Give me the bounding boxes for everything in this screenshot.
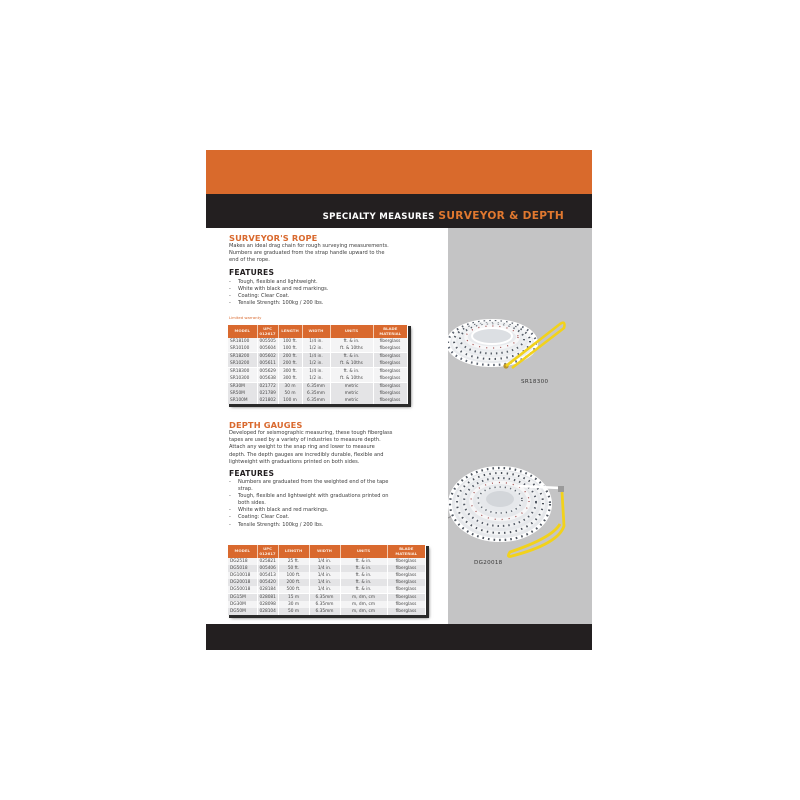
feature-item [229, 279, 434, 286]
table-cell: SR10300 [228, 375, 257, 383]
table-cell: 500 ft. [278, 586, 309, 594]
table-row [228, 338, 407, 345]
table-cell: SR100M [228, 397, 257, 404]
column-header-upc: UPC 012617 [257, 325, 278, 338]
table-header-row [228, 325, 407, 338]
table-cell: DG50M [228, 608, 257, 615]
table-row [228, 601, 425, 608]
table-cell: 005602 [257, 353, 278, 361]
table-cell: 300 ft. [278, 368, 302, 376]
table-cell: fiberglass [387, 586, 425, 594]
table-cell: SR10200 [228, 360, 257, 368]
table-cell: 1/4 in. [302, 353, 330, 361]
page-title [323, 210, 564, 222]
table-cell: 025821 [257, 558, 278, 565]
table-cell: 200 ft. [278, 579, 309, 586]
feature-text: Tough, flexible and lightweight with graduations printed on both sides. [238, 493, 389, 507]
table-cell: m, dm, cm [340, 608, 387, 615]
table-cell: ft. & in. [330, 353, 373, 361]
table-cell: fiberglass [387, 594, 425, 602]
surveyors-rope-heading: SURVEYOR'S ROPE [229, 233, 318, 243]
depth-gauges-features-heading: FEATURES [229, 469, 275, 478]
column-header-width: WIDTH [309, 545, 340, 558]
column-header-units: UNITS [340, 545, 387, 558]
table-row [228, 375, 407, 383]
header-title-band [206, 194, 592, 228]
table-row [228, 383, 407, 391]
table-cell: 028184 [257, 586, 278, 594]
column-header-length: LENGTH [278, 325, 302, 338]
table-row [228, 572, 425, 579]
table-cell: 15 m [278, 594, 309, 602]
table-cell: 1/2 in. [302, 360, 330, 368]
table-row [228, 353, 407, 361]
table-cell: DG15M [228, 594, 257, 602]
table-cell: 005413 [257, 572, 278, 579]
table-cell: 300 ft. [278, 375, 302, 383]
table-cell: fiberglass [373, 383, 407, 391]
bullet-dash: - [229, 521, 231, 528]
description-line: Attach any weight to the snap ring and lower to measure [229, 444, 375, 451]
table-cell: ft. & in. [340, 558, 387, 565]
feature-item [229, 493, 399, 507]
table-row [228, 397, 407, 404]
table-cell: 028098 [257, 601, 278, 608]
table-cell: 30 m [278, 383, 302, 391]
bullet-dash: - [229, 293, 231, 300]
description-line: Numbers are graduated from the strap handle upward to the [229, 250, 385, 257]
table-cell: SR10100 [228, 345, 257, 353]
table-cell: fiberglass [373, 397, 407, 404]
table-row [228, 579, 425, 586]
table-cell: metric [330, 397, 373, 404]
table-cell: 1/4 in. [302, 338, 330, 345]
table-cell: DG20018 [228, 579, 257, 586]
table-cell: ft. & in. [340, 565, 387, 572]
table-cell: fiberglass [373, 338, 407, 345]
surveyors-rope-features-heading: FEATURES [229, 268, 275, 277]
bullet-dash: - [229, 507, 231, 514]
table-cell: fiberglass [373, 375, 407, 383]
surveyors-rope-spec-table [228, 325, 408, 404]
table-cell: fiberglass [387, 601, 425, 608]
table-cell: 005629 [257, 368, 278, 376]
table-cell: 6.35mm [302, 390, 330, 397]
table-cell: ft. & in. [330, 368, 373, 376]
table-row [228, 594, 425, 602]
table-cell: 1/4 in. [309, 565, 340, 572]
table-cell: SR18100 [228, 338, 257, 345]
table-cell: SR50M [228, 390, 257, 397]
feature-text: Coating: Clear Coat. [238, 514, 290, 521]
table-cell: 005638 [257, 375, 278, 383]
table-cell: 100 m [278, 397, 302, 404]
bullet-dash: - [229, 286, 231, 293]
table-cell: 1/4 in. [302, 368, 330, 376]
table-cell: 1/4 in. [309, 572, 340, 579]
table-cell: 6.35mm [309, 608, 340, 615]
column-header-model: MODEL [228, 325, 257, 338]
page-title-product: SURVEYOR & DEPTH [438, 210, 564, 222]
table-cell: 1/2 in. [302, 345, 330, 353]
table-cell: 021789 [257, 390, 278, 397]
table-cell: 005406 [257, 565, 278, 572]
table-cell: 005505 [257, 338, 278, 345]
feature-text: White with black and red markings. [238, 286, 329, 293]
description-line: end of the rope. [229, 257, 270, 264]
table-cell: 6.35mm [309, 601, 340, 608]
header-orange-band [206, 150, 592, 194]
table-row [228, 565, 425, 572]
table-cell: DG2518 [228, 558, 257, 565]
table-cell: m, dm, cm [340, 601, 387, 608]
table-cell: ft. & in. [340, 586, 387, 594]
table-cell: DG10018 [228, 572, 257, 579]
feature-item [229, 514, 399, 521]
table-cell: 25 ft. [278, 558, 309, 565]
table-cell: fiberglass [373, 345, 407, 353]
feature-item [229, 479, 399, 493]
column-header-model: MODEL [228, 545, 257, 558]
table-cell: 50 ft. [278, 565, 309, 572]
table-cell: 1/2 in. [302, 375, 330, 383]
table-cell: metric [330, 390, 373, 397]
table-cell: 100 ft. [278, 338, 302, 345]
table-cell: metric [330, 383, 373, 391]
feature-item [229, 522, 399, 529]
depth-gauge-coil-icon [450, 468, 564, 540]
feature-item [229, 293, 434, 300]
feature-text: Tough, flexible and lightweight. [238, 279, 318, 285]
feature-text: Tensile Strength: 100kg / 200 lbs. [238, 300, 324, 307]
table-cell: 100 ft. [278, 345, 302, 353]
table-cell: 028104 [257, 608, 278, 615]
table-cell: DG50018 [228, 586, 257, 594]
feature-text: Tensile Strength: 100kg / 200 lbs. [238, 521, 324, 528]
table-cell: 50 m [278, 608, 309, 615]
table-cell: 005420 [257, 579, 278, 586]
table-cell: SR18200 [228, 353, 257, 361]
bullet-dash: - [229, 479, 231, 485]
table-row [228, 390, 407, 397]
table-cell: 1/4 in. [309, 586, 340, 594]
table-row [228, 558, 425, 565]
column-header-width: WIDTH [302, 325, 330, 338]
description-line: tapes are used by a variety of industries to measure depth. [229, 437, 381, 444]
rope-coil-icon [448, 321, 536, 369]
table-cell: ft. & 10ths [330, 375, 373, 383]
table-cell: 50 m [278, 390, 302, 397]
table-cell: fiberglass [373, 360, 407, 368]
table-cell: ft. & in. [340, 579, 387, 586]
bullet-dash: - [229, 300, 231, 307]
depth-gauges-description [229, 430, 439, 466]
depth-gauge-image [448, 446, 592, 576]
bullet-dash: - [229, 493, 231, 500]
description-line: lightweight with graduations printed on both sides. [229, 458, 360, 465]
table-cell: 005611 [257, 360, 278, 368]
surveyors-rope-image [448, 288, 592, 398]
feature-text: Coating: Clear Coat. [238, 293, 290, 300]
table-cell: fiberglass [387, 558, 425, 565]
feature-item [229, 286, 434, 293]
table-cell: 6.35mm [309, 594, 340, 602]
table-cell: 005604 [257, 345, 278, 353]
table-cell: m, dm, cm [340, 594, 387, 602]
table-cell: 30 m [278, 601, 309, 608]
surveyors-rope-product-label: SR18300 [521, 379, 549, 385]
column-header-units: UNITS [330, 325, 373, 338]
table-cell: DG5018 [228, 565, 257, 572]
feature-item [229, 300, 434, 307]
description-line: depth. The depth gauges are incredibly durable, flexible and [229, 451, 384, 458]
table-cell: 1/4 in. [309, 558, 340, 565]
feature-text: Numbers are graduated from the weighted end of the tape strap. [238, 479, 389, 493]
bullet-dash: - [229, 514, 231, 521]
table-cell: SR18300 [228, 368, 257, 376]
table-cell: 6.35mm [302, 397, 330, 404]
table-row [228, 368, 407, 376]
table-cell: 021772 [257, 383, 278, 391]
table-cell: 200 ft. [278, 360, 302, 368]
depth-gauges-heading: DEPTH GAUGES [229, 420, 303, 430]
table-cell: ft. & 10ths [330, 345, 373, 353]
product-image-panel [448, 228, 592, 624]
table-row [228, 345, 407, 353]
table-cell: fiberglass [387, 579, 425, 586]
table-row [228, 360, 407, 368]
column-header-upc: UPC 012617 [257, 545, 278, 558]
feature-text: White with black and red markings. [238, 507, 329, 514]
table-cell: DG30M [228, 601, 257, 608]
table-cell: 200 ft. [278, 353, 302, 361]
table-cell: fiberglass [373, 368, 407, 376]
table-cell: fiberglass [387, 572, 425, 579]
feature-item [229, 507, 399, 514]
depth-gauge-product-label: DG20018 [474, 560, 503, 566]
table-cell: 021802 [257, 397, 278, 404]
table-cell: ft. & in. [330, 338, 373, 345]
table-cell: 100 ft. [278, 572, 309, 579]
column-header-length: LENGTH [278, 545, 309, 558]
column-header-blade-material: BLADE MATERIAL [373, 325, 407, 338]
column-header-blade-material: BLADE MATERIAL [387, 545, 425, 558]
table-cell: fiberglass [387, 565, 425, 572]
limited-warranty-note: Limited warranty [229, 315, 262, 320]
surveyors-rope-features-list [229, 279, 434, 307]
table-cell: SR30M [228, 383, 257, 391]
page-title-category: SPECIALTY MEASURES [322, 212, 435, 222]
depth-gauges-features-list [229, 479, 399, 529]
table-cell: fiberglass [387, 608, 425, 615]
surveyors-rope-description [229, 243, 434, 265]
table-cell: 1/4 in. [309, 579, 340, 586]
table-cell: ft. & in. [340, 572, 387, 579]
table-cell: fiberglass [373, 390, 407, 397]
table-cell: fiberglass [373, 353, 407, 361]
table-row [228, 586, 425, 594]
depth-gauges-spec-table [228, 545, 426, 615]
table-header-row [228, 545, 425, 558]
table-cell: 6.35mm [302, 383, 330, 391]
page-footer-band [206, 624, 592, 650]
bullet-dash: - [229, 279, 231, 285]
description-line: Developed for seismographic measuring, these tough fiberglass [229, 430, 393, 436]
description-line: Makes an ideal drag chain for rough surveying measurements. [229, 243, 389, 249]
table-row [228, 608, 425, 615]
table-cell: 028081 [257, 594, 278, 602]
table-cell: ft. & 10ths [330, 360, 373, 368]
